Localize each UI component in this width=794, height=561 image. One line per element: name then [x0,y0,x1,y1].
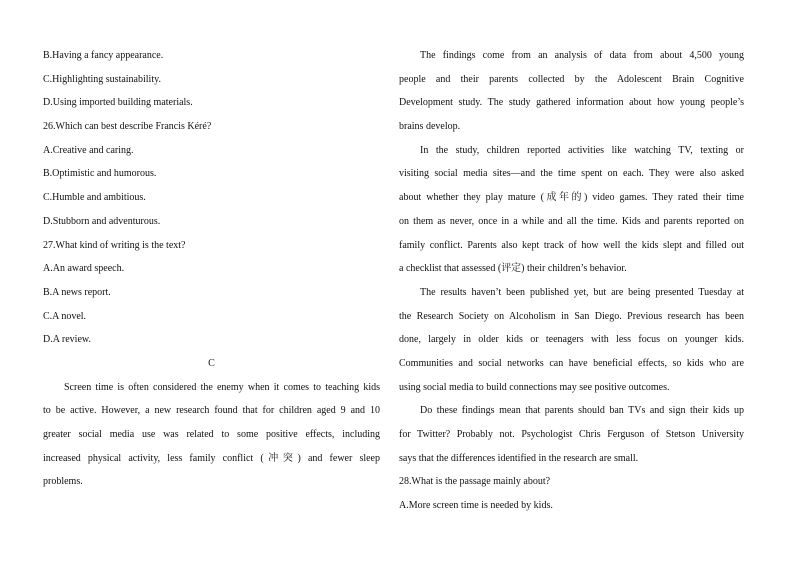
paragraph-2-line: a checklist that assessed (评定) their children’s behavior. [399,263,627,275]
paragraph-1-line: Development study. The study gathered information about how young people’s [399,97,744,109]
paragraph-3-line: Communities and social networks can have beneficial effects, so kids who are [399,357,744,369]
paragraph-1-line: people and their parents collected by the Adolescent Brain Cognitive [399,73,744,85]
q26-option-d: D.Stubborn and adventurous. [43,215,161,227]
passage-c-line: to be active. However, a new research found that for children aged 9 and 10 [43,405,380,417]
paragraph-2-line: visiting social media sites—and the time spent on each. They were also asked [399,168,744,180]
q26-option-b: B.Optimistic and humorous. [43,168,157,180]
q28-question: 28.What is the passage mainly about? [399,476,551,488]
passage-c-line: greater social media use was related to some positive effects, including [43,429,380,440]
passage-c-line: problems. [43,476,83,488]
q27-option-a: A.An award speech. [43,263,125,275]
paragraph-4-line: for Twitter? Probably not. Psychologist Chris Ferguson of Stetson University [399,429,744,440]
q26-option-c: C.Humble and ambitious. [43,192,146,204]
q27-option-b: B.A news report. [43,286,111,298]
q25-option-c: C.Highlighting sustainability. [43,73,161,85]
q25-option-b: B.Having a fancy appearance. [43,50,164,61]
q27-question: 27.What kind of writing is the text? [43,239,186,251]
paragraph-2-line: about whether they play mature (成年的) video games. They rated their time [399,192,744,204]
right-column [399,44,744,518]
paragraph-3-line: The results haven’t been published yet, but are being presented Tuesday at [420,286,744,298]
q28-option-a: A.More screen time is needed by kids. [399,500,553,512]
paragraph-4-line: says that the differences identified in the research are small. [399,452,639,464]
paragraph-3-line: using social media to build connections may see positive outcomes. [399,381,670,393]
q27-option-c: C.A novel. [43,310,87,322]
paragraph-1-line: brains develop. [399,121,461,133]
paragraph-2-line: family conflict. Parents also kept track of how well the kids slept and filled out [399,239,744,251]
passage-c-line: Screen time is often considered the enemy when it comes to teaching kids [64,381,380,393]
passage-c-line: increased physical activity, less family conflict (冲突) and fewer sleep [43,452,380,464]
section-label-c: C [208,357,215,369]
q27-option-d: D.A review. [43,334,91,346]
paragraph-3-line: the Research Society on Alcoholism in San Diego. Previous research has been [399,310,744,322]
paragraph-3-line: done, largely in older kids or teenagers with less focus on younger kids. [399,334,744,346]
paragraph-1-line: The findings come from an analysis of data from about 4,500 young [420,50,744,61]
paragraph-2-line: In the study, children reported activities like watching TV, texting or [420,144,744,156]
paragraph-4-line: Do these findings mean that parents should ban TVs and sign their kids up [420,405,744,417]
q26-question: 26.Which can best describe Francis Kéré? [43,121,212,133]
q26-option-a: A.Creative and caring. [43,144,134,156]
paragraph-2-line: on them as never, once in a while and all the time. Kids and parents reported on [399,215,744,227]
q25-option-d: D.Using imported building materials. [43,97,193,109]
left-column [43,44,380,494]
